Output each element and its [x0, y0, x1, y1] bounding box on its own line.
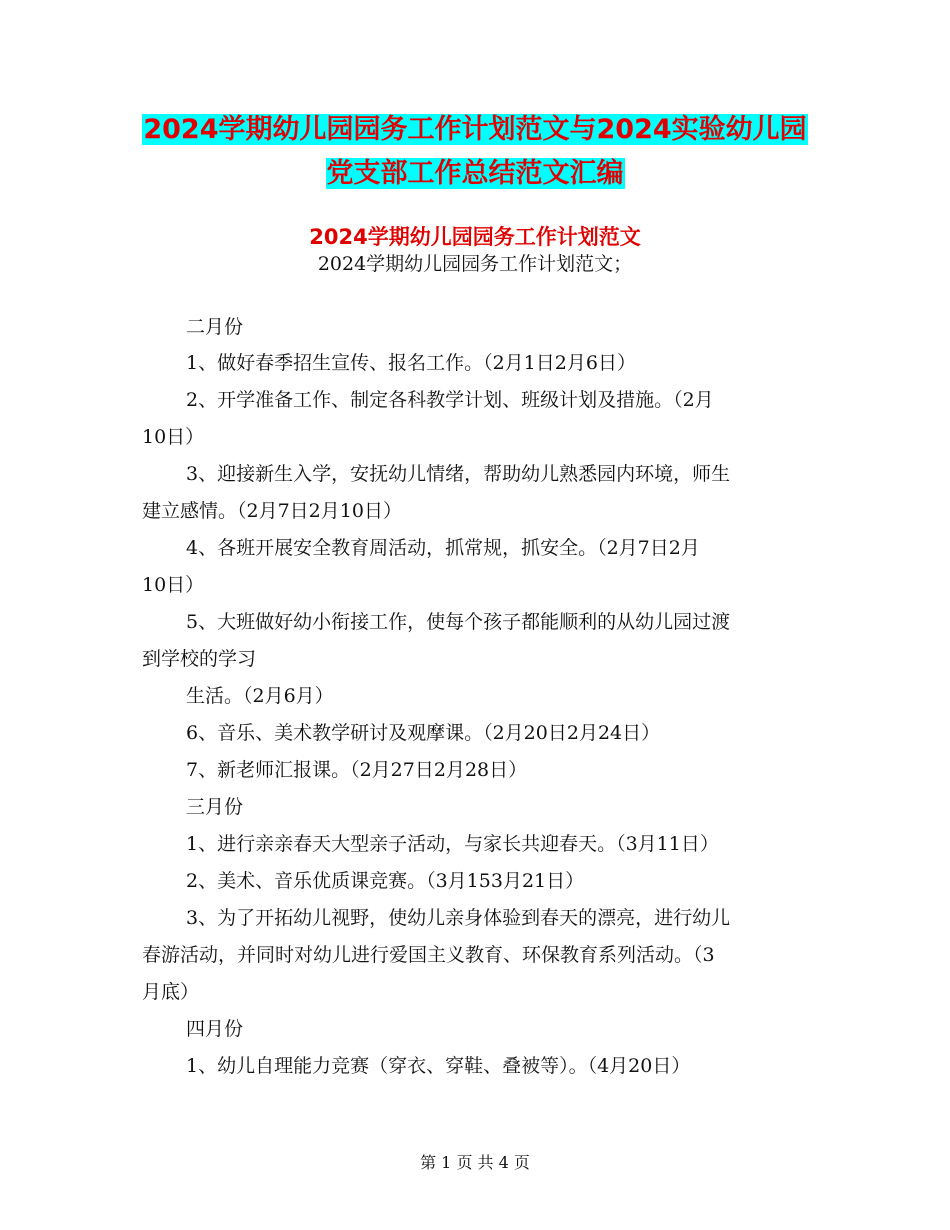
paragraph-line: 7、新老师汇报课。（2月27日2月28日） — [186, 759, 528, 781]
page-footer: 第 1 页 共 4 页 — [420, 1153, 530, 1172]
intro-line: 2024学期幼儿园园务工作计划范文； — [317, 253, 633, 275]
paragraph-line: 1、做好春季招生宣传、报名工作。（2月1日2月6日） — [186, 352, 636, 374]
paragraph-line: 2、开学准备工作、制定各科教学计划、班级计划及措施。（2月 — [186, 389, 714, 411]
document-title-line-1: 2024学期幼儿园园务工作计划范文与2024实验幼儿园 — [143, 114, 807, 145]
paragraph-line: 建立感情。（2月7日2月10日） — [142, 500, 402, 522]
paragraph-line: 生活。（2月6月） — [186, 685, 334, 707]
paragraph-line: 4、各班开展安全教育周活动，抓常规，抓安全。（2月7日2月 — [186, 537, 700, 559]
paragraph-line: 1、幼儿自理能力竞赛（穿衣、穿鞋、叠被等）。（4月20日） — [186, 1055, 691, 1077]
paragraph-line: 5、大班做好幼小衔接工作，使每个孩子都能顺利的从幼儿园过渡 — [186, 611, 731, 633]
month-heading-apr: 四月份 — [186, 1018, 244, 1040]
paragraph-line: 3、为了开拓幼儿视野，使幼儿亲身体验到春天的漂亮，进行幼儿 — [186, 907, 731, 929]
section-title: 2024学期幼儿园园务工作计划范文 — [309, 225, 641, 249]
paragraph-line: 2、美术、音乐优质课竞赛。（3月153月21日） — [186, 870, 585, 892]
paragraph-line: 6、音乐、美术教学研讨及观摩课。（2月20日2月24日） — [186, 722, 661, 744]
paragraph-line: 10日） — [142, 426, 205, 448]
month-heading-feb: 二月份 — [186, 316, 244, 338]
paragraph-line: 1、进行亲亲春天大型亲子活动，与家长共迎春天。（3月11日） — [186, 833, 719, 855]
paragraph-line: 3、迎接新生入学，安抚幼儿情绪，帮助幼儿熟悉园内环境，师生 — [186, 463, 731, 485]
paragraph-line: 月底） — [142, 981, 200, 1003]
month-heading-mar: 三月份 — [186, 796, 244, 818]
paragraph-line: 春游活动，并同时对幼儿进行爱国主义教育、环保教育系列活动。（3 — [142, 944, 715, 966]
paragraph-line: 10日） — [142, 574, 205, 596]
paragraph-line: 到学校的学习 — [142, 648, 257, 670]
document-title-line-2: 党支部工作总结范文汇编 — [326, 158, 624, 189]
